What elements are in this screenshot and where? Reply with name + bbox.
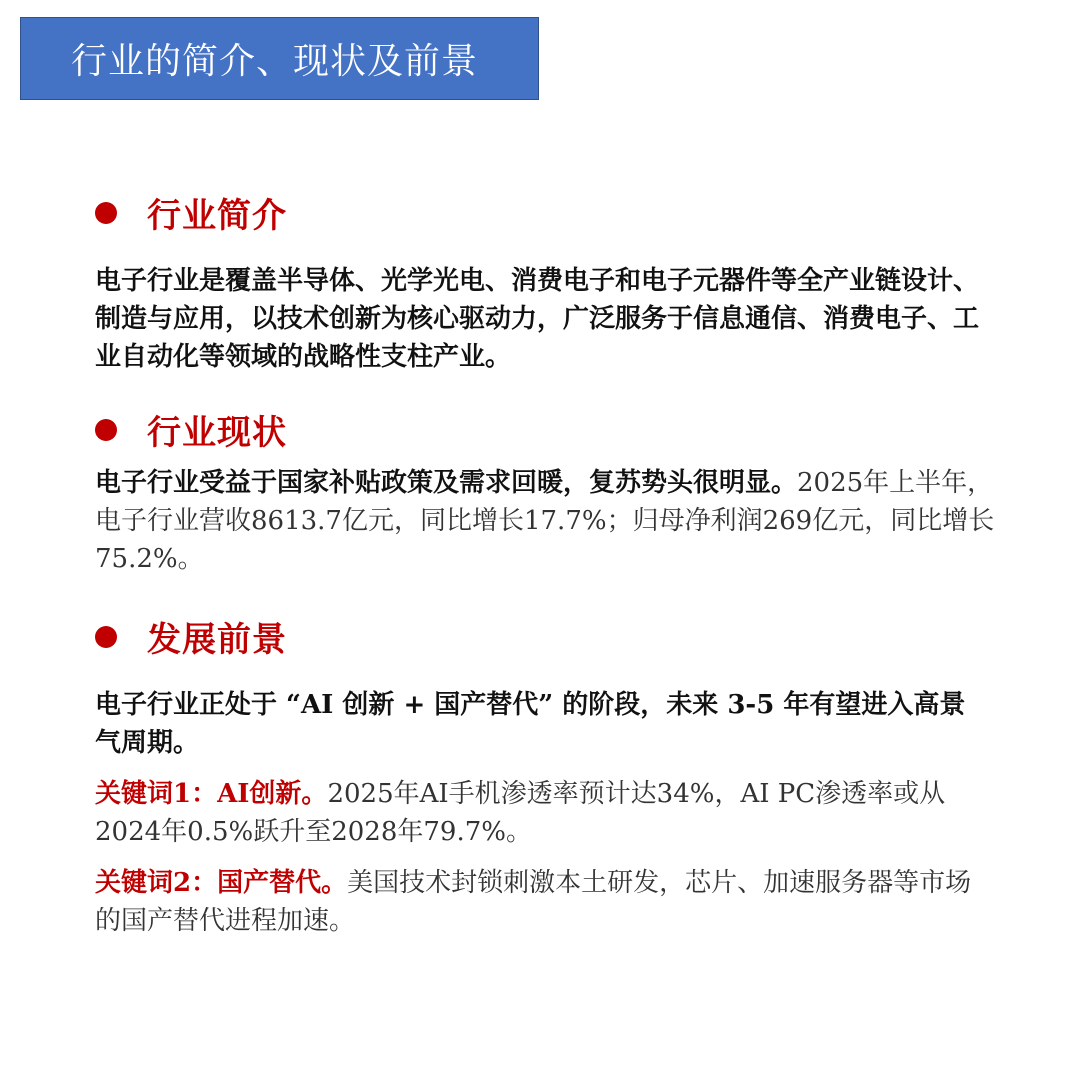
outlook-paragraph: 电子行业正处于 “AI 创新 + 国产替代” 的阶段，未来 3-5 年有望进入高景气周期。 — [95, 690, 966, 758]
section-heading-outlook — [95, 612, 287, 661]
section-title: 发展前景 — [147, 620, 287, 660]
keyword1-label: 关键词1：AI创新。 — [95, 779, 328, 809]
section-title: 行业简介 — [147, 196, 287, 236]
section-heading-intro — [95, 188, 287, 237]
keyword2-text: 美国技术封锁刺激本土研发，芯片、加速服务器等市场的国产替代进程加速。 — [95, 868, 972, 936]
status-paragraph — [95, 464, 1000, 578]
bullet-dot-icon — [95, 626, 117, 648]
status-lead: 电子行业受益于国家补贴政策及需求回暖，复苏势头很明显。 — [95, 468, 798, 498]
intro-paragraph: 电子行业是覆盖半导体、光学光电、消费电子和电子元器件等全产业链设计、制造与应用，以技术创新为核心驱动力，广泛服务于信息通信、消费电子、工业自动化等领域的战略性支柱产业。 — [95, 266, 980, 372]
keyword1-text: 2025年AI手机渗透率预计达34%，AI PC渗透率或从2024年0.5%跃升至2028年79.7%。 — [95, 779, 946, 847]
page-title: 行业的简介、现状及前景 — [71, 41, 479, 82]
section-heading-status — [95, 405, 287, 454]
keyword1-paragraph — [95, 775, 1000, 851]
bullet-dot-icon — [95, 202, 117, 224]
title-banner — [20, 17, 539, 100]
section-title: 行业现状 — [147, 413, 287, 453]
keyword2-label: 关键词2：国产替代。 — [95, 868, 348, 898]
status-body: 2025年上半年，电子行业营收8613.7亿元，同比增长17.7%；归母净利润269亿元，同比增长75.2%。 — [95, 468, 995, 574]
bullet-dot-icon — [95, 419, 117, 441]
keyword2-paragraph — [95, 864, 975, 940]
